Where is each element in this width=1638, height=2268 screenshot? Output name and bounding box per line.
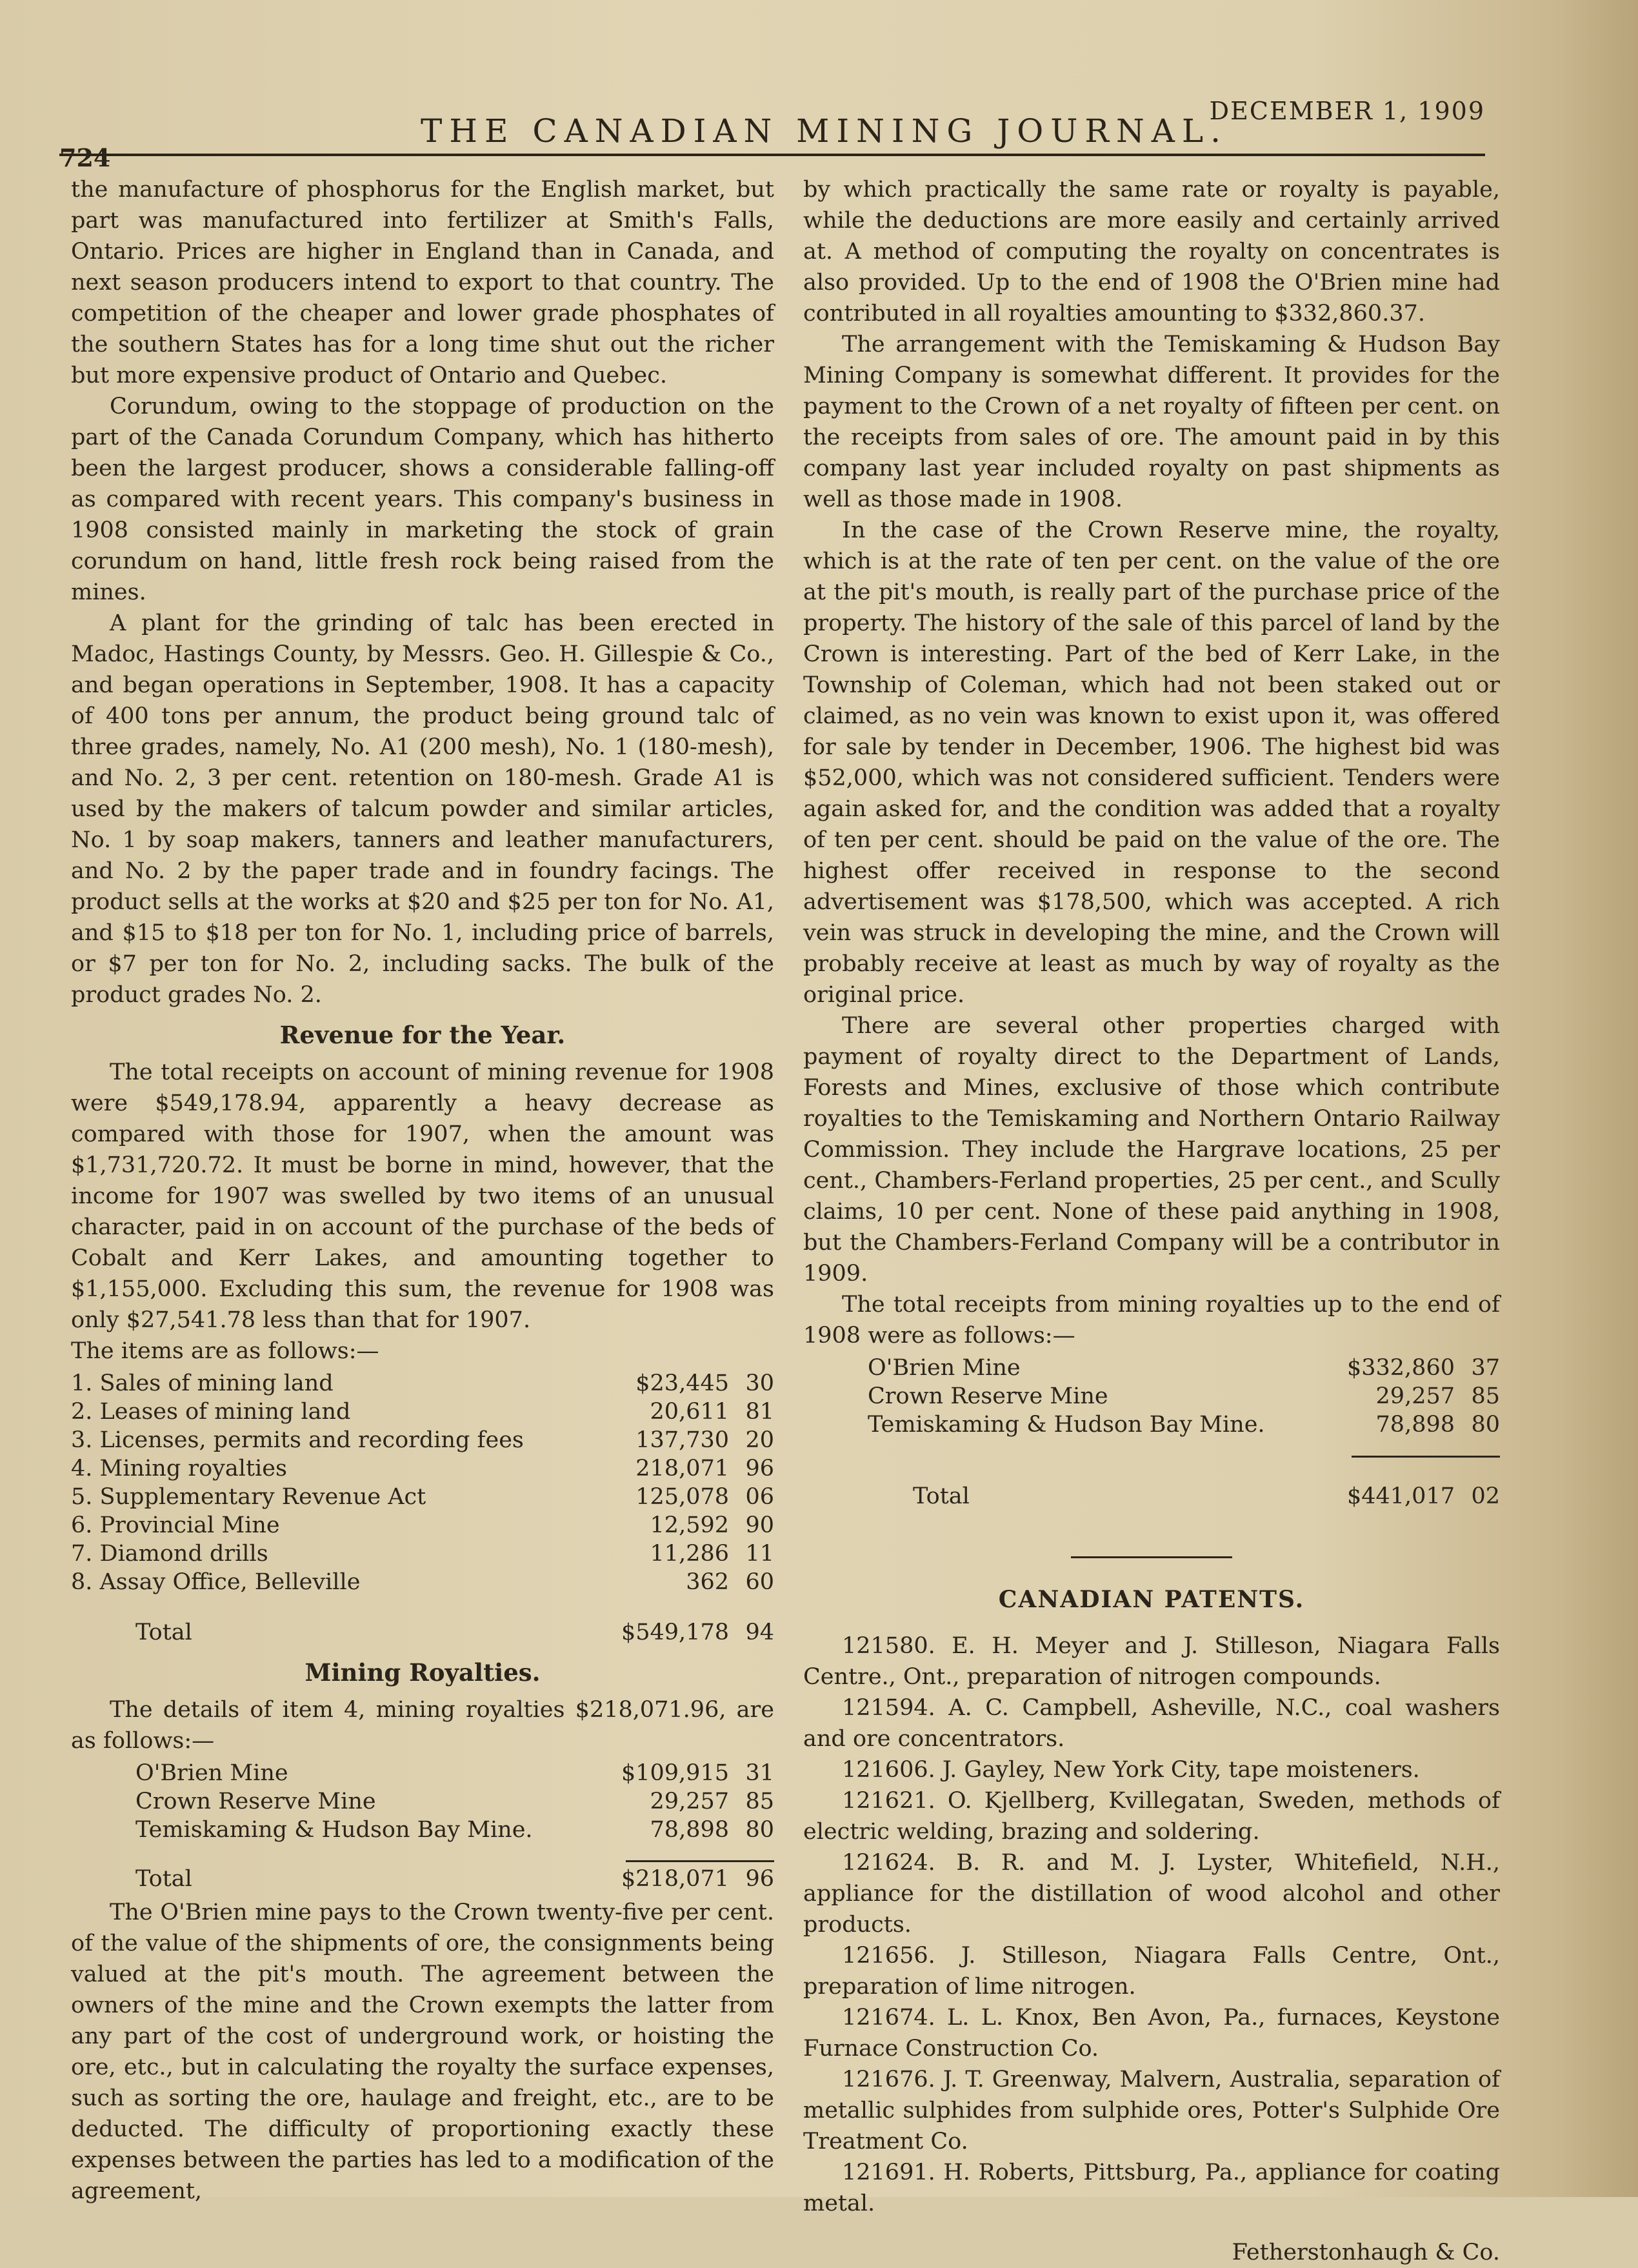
row-cents: 80 [1471, 1412, 1500, 1438]
table-row [71, 1454, 774, 1483]
patent-entry: 121594. A. C. Campbell, Asheville, N.C., coal washers and ore concentrators. [803, 1695, 1500, 1752]
paragraph: The details of item 4, mining royalties $218,071.96, are as follows:— [71, 1696, 774, 1754]
paragraph: Corundum, owing to the stoppage of production on the part of the Canada Corundum Company, which has hitherto been the largest producer, shows a considerable falling-off as compared with recent years. This company's business in 1908 consisted mainly in marketing the stock of grain corundum on hand, little fresh rock being raised from the mines. [71, 394, 774, 605]
royalty-total-table [71, 1865, 774, 1894]
row-label: 8. Assay Office, Belleville [71, 1569, 361, 1595]
row-amount: $109,915 [621, 1760, 729, 1786]
table-row [71, 1787, 774, 1816]
total-royalty-total-table [803, 1460, 1500, 1512]
total-royalty-total-row [803, 1460, 1500, 1510]
table-row [71, 1369, 774, 1398]
row-label: Crown Reserve Mine [135, 1788, 376, 1814]
row-amount: 125,078 [635, 1484, 729, 1510]
paragraph: The total receipts from mining royalties up to the end of 1908 were as follows:— [803, 1292, 1500, 1349]
row-amount: 78,898 [650, 1816, 729, 1843]
paragraph: There are several other properties charged with payment of royalty direct to the Department of Lands, Forests and Mines, exclusive of those which contribute royalties to the Temiskaming and Northern Ontario Railway Commission. They include the Hargrave locations, 25 per cent., Chambers-Ferland properties, 25 per cent., and Scully claims, 10 per cent. None of these paid anything in 1908, but the Chambers-Ferland Company will be a contributor in 1909. [803, 1013, 1500, 1287]
row-cents: 96 [745, 1456, 774, 1481]
journal-title: THE CANADIAN MINING JOURNAL. [421, 112, 1228, 150]
items-intro: The items are as follows:— [71, 1338, 379, 1364]
row-cents: 20 [745, 1427, 774, 1453]
table-row [71, 1483, 774, 1511]
table-row [71, 1511, 774, 1540]
paragraph: The O'Brien mine pays to the Crown twenty-five per cent. of the value of the shipments of ore, the consignments being valued at the pit's mouth. The agreement between the owners of the mine and the Crown exempts the latter from any part of the cost of underground work, or hoisting the ore, etc., but in calculating the royalty the surface expenses, such as sorting the ore, haulage and freight, etc., are to be deducted. The difficulty of proportioning exactly these expenses between the parties has led to a modification of the agreement, [71, 1899, 774, 2204]
page-number: 724 [59, 143, 111, 172]
row-label: 6. Provincial Mine [71, 1512, 280, 1538]
row-amount: 362 [686, 1569, 729, 1595]
table-row [71, 1426, 774, 1454]
paragraph: A plant for the grinding of talc has been erected in Madoc, Hastings County, by Messrs. Geo. H. Gillespie & Co., and began operations in September, 1908. It has a capacity of 400 tons per annum, the product being ground talc of three grades, namely, No. A1 (200 mesh), No. 1 (180-mesh), and No. 2, 3 per cent. retention on 180-mesh. Grade A1 is used by the makers of talcum powder and similar articles, No. 1 by soap makers, tanners and leather manufacturers, and No. 2 by the paper trade and in foundry facings. The product sells at the works at $20 and $25 per ton for No. A1, and $15 to $18 per ton for No. 1, including price of barrels, or $7 per ton for No. 2, including sacks. The bulk of the product grades No. 2. [71, 610, 774, 1008]
patent-entry: 121676. J. T. Greenway, Malvern, Australia, separation of metallic sulphides from sulphide ores, Potter's Sulphide Ore Treatment Co. [803, 2067, 1500, 2154]
patent-entry: 121691. H. Roberts, Pittsburg, Pa., appliance for coating metal. [803, 2160, 1500, 2216]
total-cents: 94 [745, 1620, 774, 1645]
row-amount: 29,257 [1375, 1383, 1455, 1409]
row-label: 7. Diamond drills [71, 1541, 268, 1567]
patent-entry: 121621. O. Kjellberg, Kvillegatan, Sweden, methods of electric welding, brazing and soldering. [803, 1788, 1500, 1845]
total-label: Total [135, 1620, 192, 1645]
row-amount: 78,898 [1375, 1412, 1455, 1438]
total-amount: $441,017 [1346, 1483, 1455, 1509]
paragraph: The total receipts on account of mining revenue for 1908 were $549,178.94, apparently a heavy decrease as compared with those for 1907, when the amount was $1,731,720.72. It must be borne in mind, however, that the income for 1907 was swelled by two items of an unusual character, paid in on account of the purchase of the beds of Cobalt and Kerr Lakes, and amounting together to $1,155,000. Excluding this sum, the revenue for 1908 was only $27,541.78 less than that for 1907. [71, 1059, 774, 1333]
row-label: 5. Supplementary Revenue Act [71, 1484, 426, 1510]
row-amount: 218,071 [635, 1456, 729, 1481]
row-cents: 85 [745, 1788, 774, 1814]
right-column [803, 174, 1500, 2268]
patent-list [803, 1631, 1500, 2219]
table-row [803, 1410, 1500, 1439]
table-row [803, 1354, 1500, 1382]
row-label: O'Brien Mine [868, 1355, 1021, 1381]
section-heading-patents: CANADIAN PATENTS. [998, 1586, 1305, 1613]
row-cents: 30 [745, 1370, 774, 1396]
total-label: Total [135, 1866, 192, 1892]
row-cents: 31 [745, 1760, 774, 1786]
revenue-total-row [71, 1596, 774, 1647]
row-label: 1. Sales of mining land [71, 1370, 334, 1396]
row-cents: 80 [745, 1816, 774, 1843]
row-amount: 20,611 [650, 1399, 729, 1425]
royalty-table [71, 1759, 774, 1845]
patent-entry: 121656. J. Stilleson, Niagara Falls Centre, Ont., preparation of lime nitrogen. [803, 1943, 1500, 2000]
row-label: 4. Mining royalties [71, 1456, 287, 1481]
page-header [59, 84, 1485, 172]
table-row [803, 1382, 1500, 1410]
paragraph: In the case of the Crown Reserve mine, the royalty, which is at the rate of ten per cent. on the value of the ore at the pit's mouth, is really part of the purchase price of the property. The history of the sale of this parcel of land by the Crown is interesting. Part of the bed of Kerr Lake, in the Township of Coleman, which had not been staked out or claimed, as no vein was known to exist upon it, was offered for sale by tender in December, 1906. The highest bid was $52,000, which was not considered sufficient. Tenders were again asked for, and the condition was added that a royalty of ten per cent. should be paid on the value of the ore. The highest offer received in response to the second advertisement was $178,500, which was accepted. A rich vein was struck in developing the mine, and the Crown will probably receive at least as much by way of royalty as the original price. [803, 517, 1500, 1008]
row-amount: 137,730 [635, 1427, 729, 1453]
table-row [71, 1540, 774, 1568]
sum-rule [1352, 1456, 1500, 1458]
total-amount: $549,178 [621, 1620, 729, 1645]
row-cents: 60 [745, 1569, 774, 1595]
row-label: Temiskaming & Hudson Bay Mine. [868, 1412, 1265, 1438]
section-heading-royalties: Mining Royalties. [305, 1658, 541, 1687]
table-row [71, 1398, 774, 1426]
sum-rule [626, 1860, 774, 1862]
row-amount: 12,592 [650, 1512, 729, 1538]
row-cents: 11 [745, 1541, 774, 1567]
total-cents: 96 [745, 1866, 774, 1892]
row-amount: 11,286 [650, 1541, 729, 1567]
section-divider [1071, 1556, 1232, 1558]
issue-date: DECEMBER 1, 1909 [1209, 97, 1485, 125]
patent-entry: 121606. J. Gayley, New York City, tape moisteners. [842, 1757, 1420, 1783]
header-rule [59, 154, 1485, 156]
patent-entry: 121674. L. L. Knox, Ben Avon, Pa., furnaces, Keystone Furnace Construction Co. [803, 2005, 1500, 2062]
left-column [71, 174, 774, 2207]
patent-entry: 121624. B. R. and M. J. Lyster, Whitefield, N.H., appliance for the distillation of wood alcohol and other products. [803, 1850, 1500, 1938]
total-royalty-table [803, 1354, 1500, 1440]
row-amount: $23,445 [635, 1370, 729, 1396]
row-label: 3. Licenses, permits and recording fees [71, 1427, 524, 1453]
paragraph: the manufacture of phosphorus for the English market, but part was manufactured into fertilizer at Smith's Falls, Ontario. Prices are higher in England than in Canada, and next season producers intend to export to that country. The competition of the cheaper and lower grade phosphates of the southern States has for a long time shut out the richer but more expensive product of Ontario and Quebec. [71, 177, 774, 388]
royalty-total-row [71, 1865, 774, 1893]
total-label: Total [913, 1483, 970, 1509]
section-heading-revenue: Revenue for the Year. [279, 1021, 566, 1049]
row-cents: 85 [1471, 1383, 1500, 1409]
row-amount: 29,257 [650, 1788, 729, 1814]
row-label: O'Brien Mine [135, 1760, 288, 1786]
patent-entry: 121580. E. H. Meyer and J. Stilleson, Niagara Falls Centre., Ont., preparation of nitrogen compounds. [803, 1633, 1500, 1690]
row-amount: $332,860 [1346, 1355, 1455, 1381]
table-row [71, 1759, 774, 1787]
row-cents: 90 [745, 1512, 774, 1538]
row-cents: 37 [1471, 1355, 1500, 1381]
row-label: 2. Leases of mining land [71, 1399, 351, 1425]
paragraph: The arrangement with the Temiskaming & Hudson Bay Mining Company is somewhat different. It provides for the payment to the Crown of a net royalty of fifteen per cent. on the receipts from sales of ore. The amount paid in by this company last year included royalty on past shipments as well as those made in 1908. [803, 332, 1500, 512]
total-amount: $218,071 [621, 1866, 729, 1892]
row-cents: 06 [745, 1484, 774, 1510]
revenue-table [71, 1369, 774, 1648]
total-cents: 02 [1471, 1483, 1500, 1509]
signature: Fetherstonhaugh & Co. [1232, 2240, 1500, 2265]
row-cents: 81 [745, 1399, 774, 1425]
row-label: Crown Reserve Mine [868, 1383, 1108, 1409]
table-row [71, 1568, 774, 1596]
row-label: Temiskaming & Hudson Bay Mine. [135, 1816, 533, 1843]
paragraph: by which practically the same rate or royalty is payable, while the deductions are more easily and certainly arrived at. A method of computing the royalty on concentrates is also provided. Up to the end of 1908 the O'Brien mine had contributed in all royalties amounting to $332,860.37. [803, 177, 1500, 326]
table-row [71, 1816, 774, 1844]
